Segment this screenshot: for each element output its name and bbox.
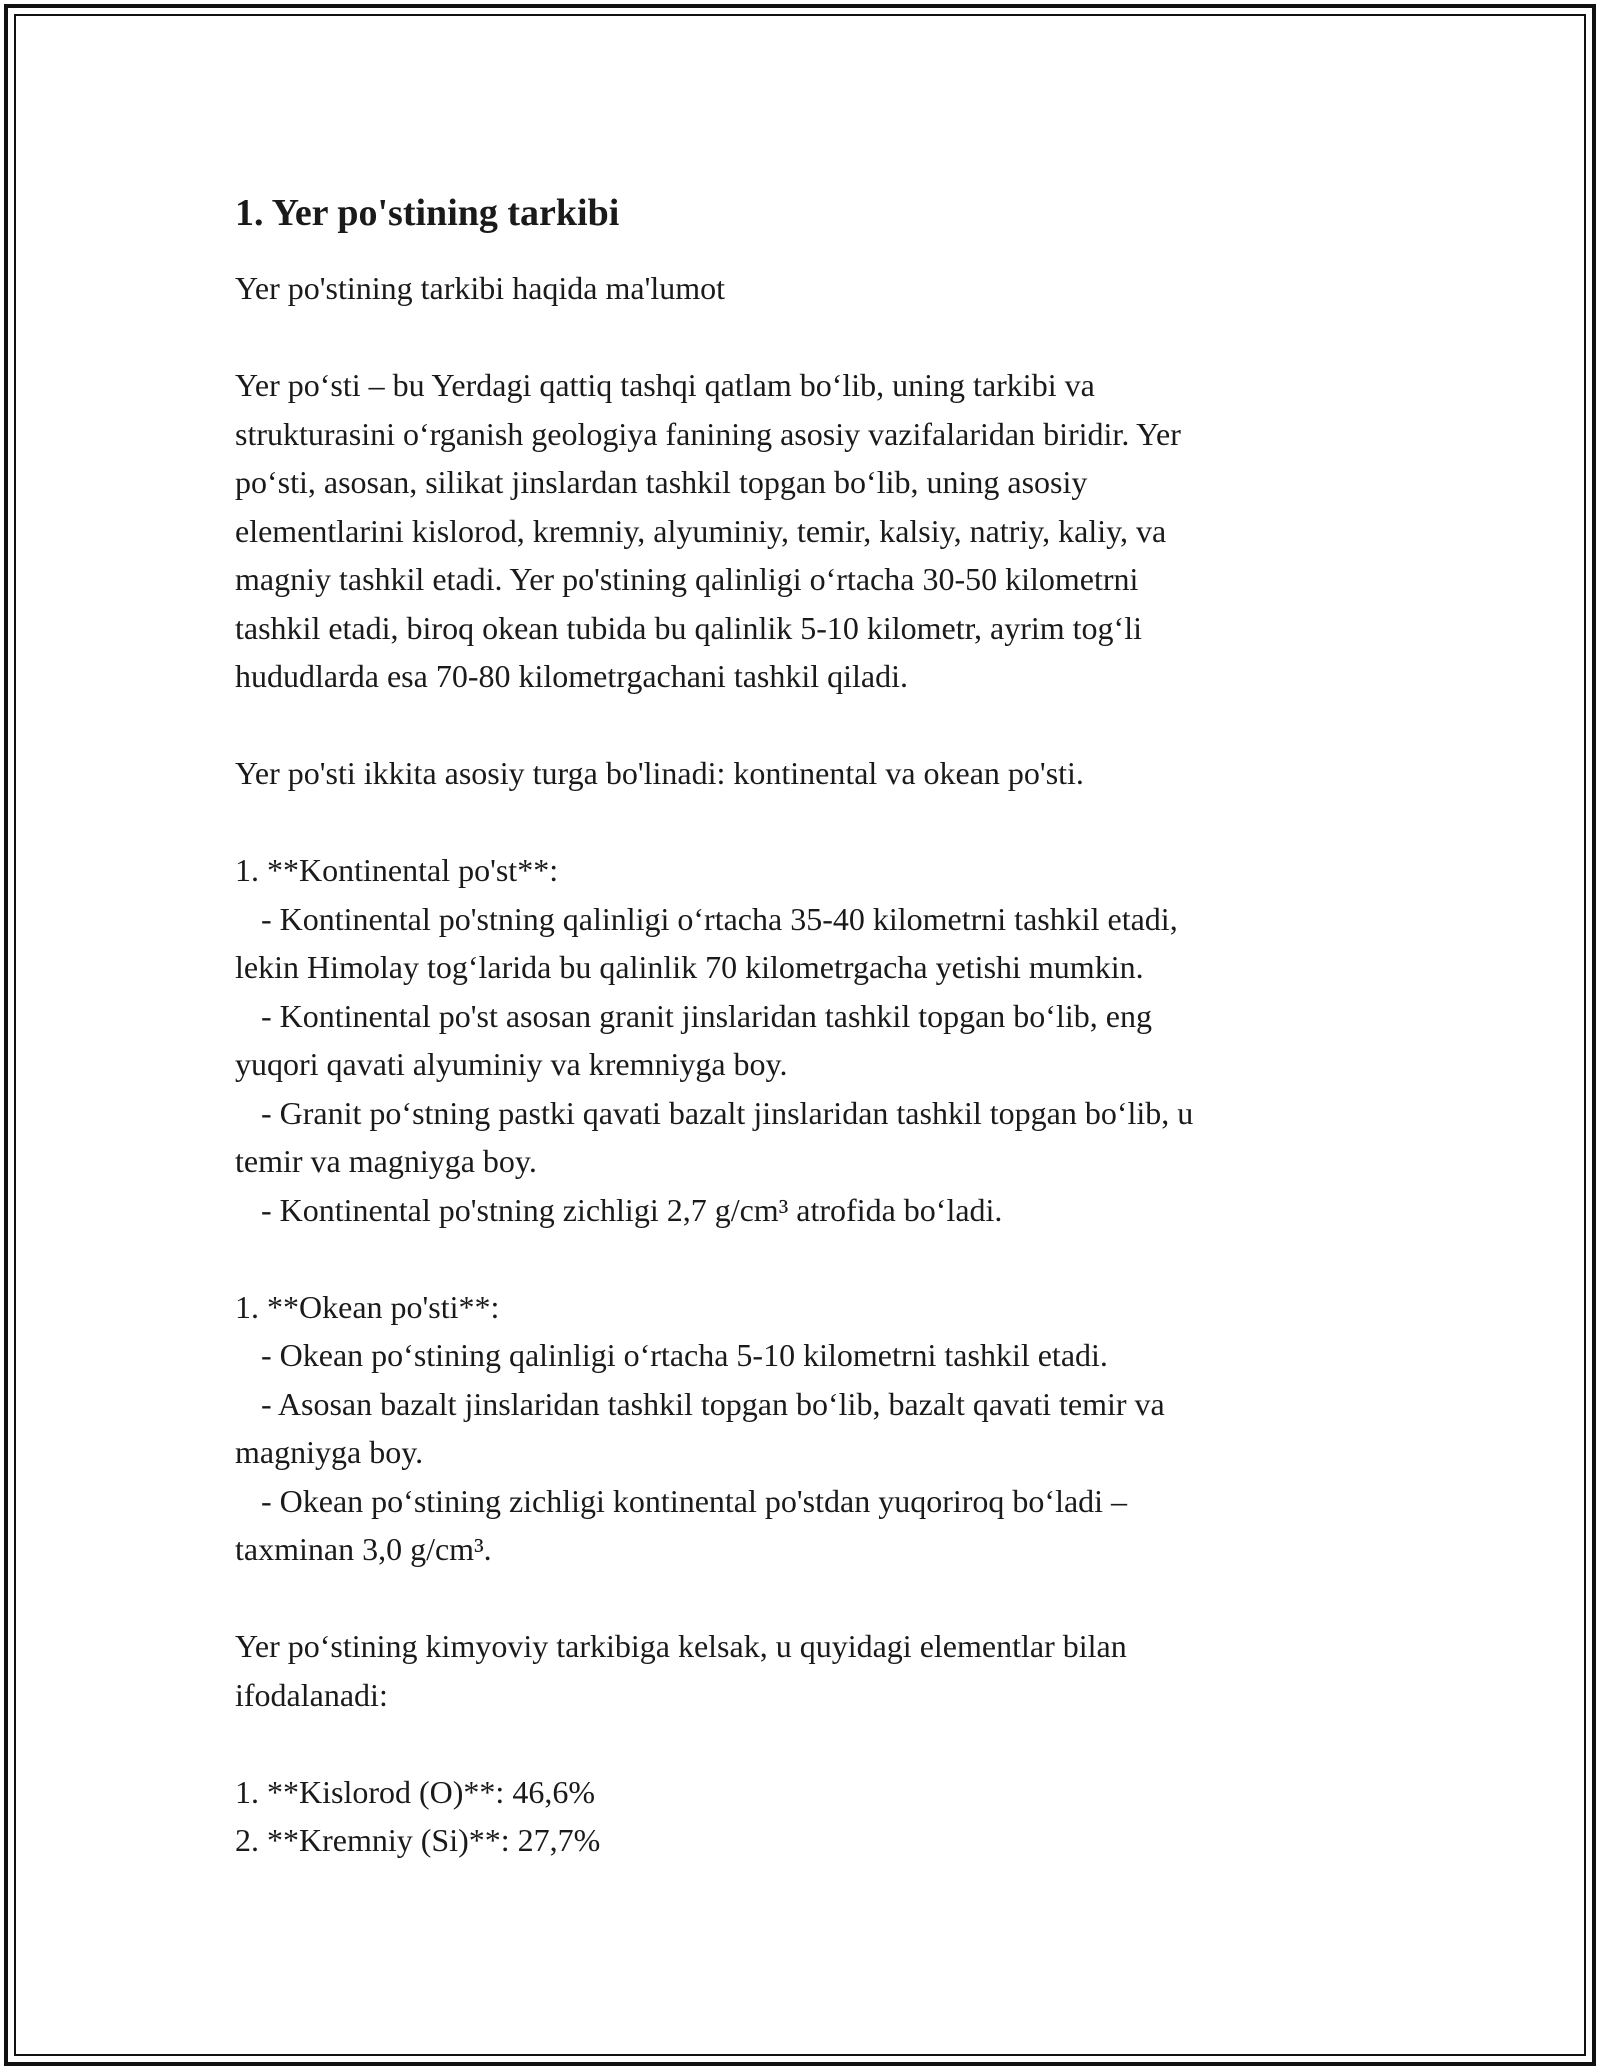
intro-line: elementlarini kislorod, kremniy, alyuminiy, temir, kalsiy, natriy, kaliy, va <box>235 512 1167 549</box>
list-item: 2. **Kremniy (Si)**: 27,7% <box>235 1822 601 1858</box>
intro-line: magniy tashkil etadi. Yer po'stining qalinligi o‘rtacha 30-50 kilometrni <box>235 561 1139 597</box>
continental-title: 1. **Kontinental po'st**: <box>235 852 559 888</box>
oceanic-line: magniyga boy. <box>235 1434 424 1470</box>
continental-line: - Granit po‘stning pastki qavati bazalt jinslaridan tashkil topgan bo‘lib, u <box>261 1094 1194 1131</box>
oceanic-line: - Okean po‘stining zichligi kontinental po'stdan yuqoriroq bo‘ladi – <box>261 1482 1128 1519</box>
oceanic-section <box>235 1283 1365 1574</box>
intro-line: strukturasini o‘rganish geologiya fanining asosiy vazifalaridan biridir. Yer <box>235 415 1181 452</box>
continental-line: yuqori qavati alyuminiy va kremniyga boy. <box>235 1046 788 1082</box>
intro-paragraph <box>235 361 1365 701</box>
continental-line: lekin Himolay tog‘larida bu qalinlik 70 kilometrgacha yetishi mumkin. <box>235 949 1144 985</box>
section-heading: 1. Yer po'stining tarkibi <box>235 192 620 234</box>
oceanic-line: - Asosan bazalt jinslaridan tashkil topgan bo‘lib, bazalt qavati temir va <box>261 1385 1165 1422</box>
intro-line: tashkil etadi, biroq okean tubida bu qalinlik 5-10 kilometr, ayrim tog‘li <box>235 609 1142 646</box>
subtitle: Yer po'stining tarkibi haqida ma'lumot <box>235 270 726 306</box>
intro-line: po‘sti, asosan, silikat jinslardan tashkil topgan bo‘lib, uning asosiy <box>235 464 1088 500</box>
continental-line: - Kontinental po'stning zichligi 2,7 g/cm³ atrofida bo‘ladi. <box>261 1191 1003 1228</box>
chemical-paragraph <box>235 1622 1365 1719</box>
types-line: Yer po'sti ikkita asosiy turga bo'linadi: kontinental va okean po'sti. <box>235 755 1084 791</box>
elements-list <box>235 1768 1365 1865</box>
document-page <box>235 188 1365 1865</box>
oceanic-title: 1. **Okean po'sti**: <box>235 1288 500 1325</box>
continental-section <box>235 846 1365 1234</box>
oceanic-line: - Okean po‘stining qalinligi o‘rtacha 5-10 kilometrni tashkil etadi. <box>261 1337 1108 1373</box>
continental-line: temir va magniyga boy. <box>235 1143 537 1179</box>
continental-line: - Kontinental po'stning qalinligi o‘rtacha 35-40 kilometrni tashkil etadi, <box>261 900 1178 937</box>
intro-line: hududlarda esa 70-80 kilometrgachani tashkil qiladi. <box>235 658 909 694</box>
intro-line: Yer po‘sti – bu Yerdagi qattiq tashqi qatlam bo‘lib, uning tarkibi va <box>235 367 1095 403</box>
chemical-line: ifodalanadi: <box>235 1676 388 1713</box>
chemical-line: Yer po‘stining kimyoviy tarkibiga kelsak, u quyidagi elementlar bilan <box>235 1628 1127 1664</box>
oceanic-line: taxminan 3,0 g/cm³. <box>235 1531 492 1567</box>
list-item: 1. **Kislorod (O)**: 46,6% <box>235 1773 595 1810</box>
continental-line: - Kontinental po'st asosan granit jinslaridan tashkil topgan bo‘lib, eng <box>261 997 1152 1034</box>
